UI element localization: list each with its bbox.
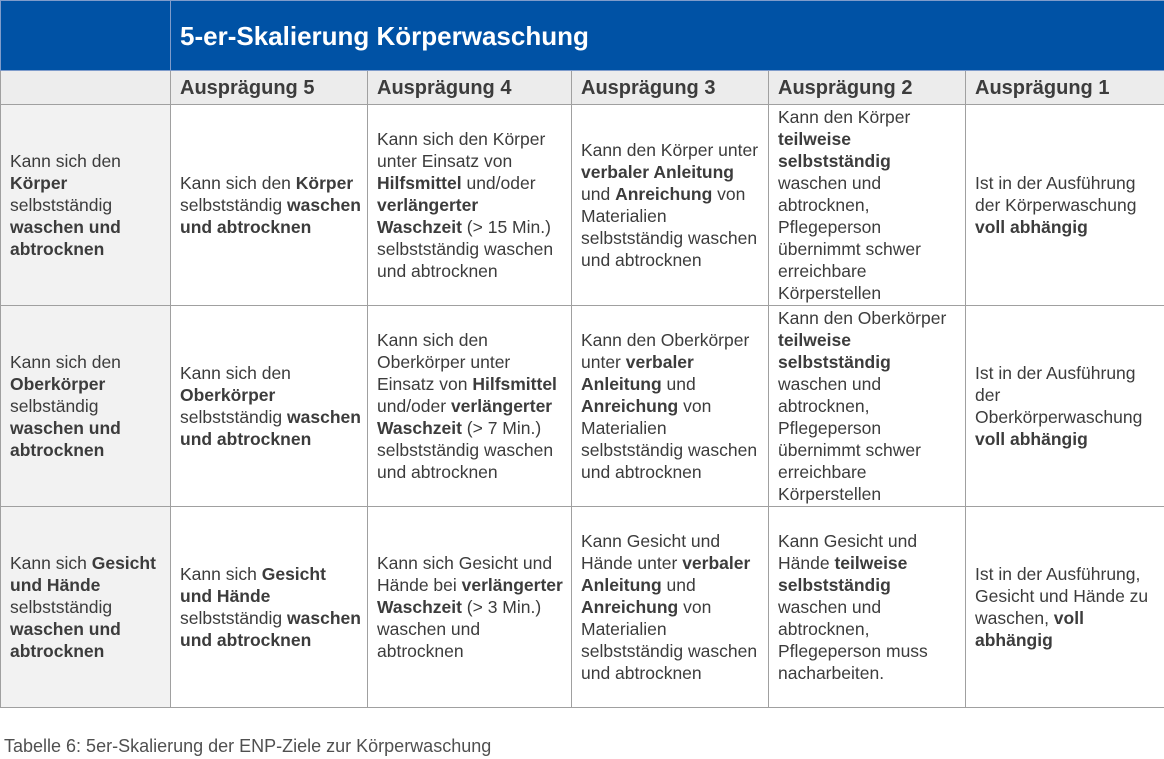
- table-row-koerper: [1, 105, 1164, 306]
- bold-text: voll abhängig: [975, 608, 1084, 650]
- bold-text: Hilfsmittel: [377, 173, 462, 193]
- table-cell: Kann den Körper teilweise selbstständig waschen und abtrocknen, Pflegeperson übernimmt schwer erreichbare Körperstellen: [769, 105, 966, 306]
- table-cell: Kann den Oberkörper teilweise selbstständig waschen und abtrocknen, Pflegeperson übernimmt schwer erreichbare Körperstellen: [769, 306, 966, 507]
- bold-text: waschen und abtrocknen: [180, 608, 361, 650]
- bold-text: Oberkörper: [10, 374, 106, 394]
- title-row: [1, 1, 1164, 71]
- column-header-auspraegung-5: Ausprägung 5: [171, 71, 368, 105]
- bold-text: Körper: [295, 173, 354, 193]
- bold-text: verlängerter Waschzeit: [377, 195, 479, 237]
- table-row-oberkoerper: [1, 306, 1164, 507]
- bold-text: Gesicht und Hände: [10, 553, 156, 595]
- bold-text: verlängerter Waschzeit: [377, 575, 563, 617]
- bold-text: waschen und abtrocknen: [180, 407, 361, 449]
- bold-text: verbaler Anleitung: [581, 162, 734, 182]
- table-cell: Kann Gesicht und Hände teilweise selbstständig waschen und abtrocknen, Pflegeperson muss nacharbeiten.: [769, 507, 966, 708]
- table-cell: Kann sich Gesicht und Hände bei verlängerter Waschzeit (> 3 Min.) waschen und abtrocknen: [368, 507, 572, 708]
- row-label: Kann sich den Oberkörper selbständig waschen und abtrocknen: [1, 306, 171, 507]
- bold-text: Körper: [10, 173, 68, 193]
- bold-text: teilweise selbstständig: [778, 553, 908, 595]
- table-cell: Ist in der Ausführung der Oberkörperwaschung voll abhängig: [966, 306, 1164, 507]
- column-header-auspraegung-2: Ausprägung 2: [769, 71, 966, 105]
- table-caption: Tabelle 6: 5er-Skalierung der ENP-Ziele zur Körperwaschung: [4, 736, 492, 756]
- bold-text: verbaler Anleitung: [581, 352, 694, 394]
- table-cell: Kann den Körper unter verbaler Anleitung und Anreichung von Materialien selbstständig waschen und abtrocknen: [572, 105, 769, 306]
- bold-text: verlängerter Waschzeit: [377, 396, 553, 438]
- bold-text: voll abhängig: [975, 429, 1088, 449]
- column-header-row: [1, 71, 1164, 105]
- table-cell: Kann Gesicht und Hände unter verbaler Anleitung und Anreichung von Materialien selbstständig waschen und abtrocknen: [572, 507, 769, 708]
- table-cell: Kann sich Gesicht und Hände selbstständig waschen und abtrocknen: [171, 507, 368, 708]
- column-header-auspraegung-1: Ausprägung 1: [966, 71, 1164, 105]
- bold-text: Oberkörper: [180, 385, 276, 405]
- column-header-auspraegung-4: Ausprägung 4: [368, 71, 572, 105]
- table-row-gesicht-haende: [1, 507, 1164, 708]
- bold-text: Hilfsmittel: [472, 374, 557, 394]
- table-cell: Ist in der Ausführung der Körperwaschung voll abhängig: [966, 105, 1164, 306]
- bold-text: verbaler Anleitung: [581, 553, 751, 595]
- bold-text: waschen und abtrocknen: [10, 619, 121, 661]
- bold-text: Gesicht und Hände: [180, 564, 326, 606]
- bold-text: voll abhängig: [975, 217, 1088, 237]
- bold-text: Anreichung: [581, 396, 679, 416]
- title-corner-cell: [1, 1, 171, 71]
- table-cell: Kann sich den Oberkörper unter Einsatz von Hilfsmittel und/oder verlängerter Waschzeit (> 7 Min.) selbstständig waschen und abtrocknen: [368, 306, 572, 507]
- bold-text: waschen und abtrocknen: [180, 195, 361, 237]
- table-cell: Kann sich den Oberkörper selbstständig waschen und abtrocknen: [171, 306, 368, 507]
- bold-text: Anreichung: [581, 597, 679, 617]
- table-title: 5-er-Skalierung Körperwaschung: [171, 1, 1164, 71]
- bold-text: teilweise selbstständig: [778, 129, 891, 171]
- header-corner-cell: [1, 71, 171, 105]
- table-cell: Kann sich den Körper unter Einsatz von Hilfsmittel und/oder verlängerter Waschzeit (> 15 Min.) selbstständig waschen und abtrocknen: [368, 105, 572, 306]
- bold-text: waschen und abtrocknen: [10, 217, 121, 259]
- table-cell: Kann sich den Körper selbstständig waschen und abtrocknen: [171, 105, 368, 306]
- bold-text: Anreichung: [615, 184, 713, 204]
- table-cell: Kann den Oberkörper unter verbaler Anleitung und Anreichung von Materialien selbstständig waschen und abtrocknen: [572, 306, 769, 507]
- bold-text: teilweise selbstständig: [778, 330, 891, 372]
- row-label: Kann sich Gesicht und Hände selbstständig waschen und abtrocknen: [1, 507, 171, 708]
- bold-text: waschen und abtrocknen: [10, 418, 121, 460]
- column-header-auspraegung-3: Ausprägung 3: [572, 71, 769, 105]
- table-cell: Ist in der Ausführung, Gesicht und Hände zu waschen, voll abhängig: [966, 507, 1164, 708]
- row-label: Kann sich den Körper selbstständig waschen und abtrocknen: [1, 105, 171, 306]
